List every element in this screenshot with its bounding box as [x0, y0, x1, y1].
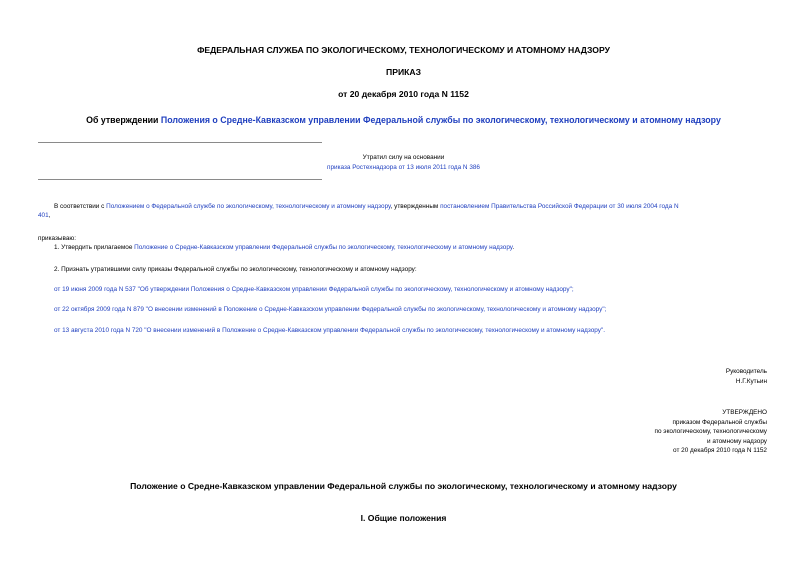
annex-title: Положение о Средне-Кавказском управлении Федеральной службы по экологическому, технологическому и атомному надзору	[130, 481, 677, 491]
order-word: приказываю:	[38, 235, 76, 242]
doc-date-number: от 20 декабря 2010 года N 1152	[338, 89, 469, 99]
signature-position: Руководитель	[725, 368, 767, 375]
doc-type-heading: ПРИКАЗ	[386, 67, 421, 77]
status-line: Утратил силу на основании	[362, 154, 445, 161]
section-heading: I. Общие положения	[360, 513, 447, 523]
preamble-line-2	[38, 212, 50, 220]
approval-block	[655, 408, 767, 456]
preamble-line-1	[54, 203, 768, 211]
approval-line-4: и атомному надзору	[707, 437, 767, 445]
approval-line-3: по экологическому, технологическому	[654, 428, 767, 436]
item-1-end: .	[512, 244, 515, 251]
item-1-link[interactable]: Положение о Средне-Кавказском управлении Федеральной службы по экологическому, технологическому и атомному надзору	[134, 244, 513, 251]
status-link[interactable]: приказа Ростехнадзора от 13 июля 2011 года N 386	[327, 164, 480, 171]
agency-heading: ФЕДЕРАЛЬНАЯ СЛУЖБА ПО ЭКОЛОГИЧЕСКОМУ, ТЕХНОЛОГИЧЕСКОМУ И АТОМНОМУ НАДЗОРУ	[197, 45, 610, 55]
status-rule-top	[38, 142, 322, 143]
approval-line-2: приказом Федеральной службы	[672, 418, 767, 426]
signature-block	[726, 367, 767, 386]
repealed-order-3[interactable]: от 13 августа 2010 года N 720 "О внесении изменений в Положение о Средне-Кавказском управлении Федеральной службы по экологическому, технологическому и атомному надзору".	[54, 327, 605, 334]
doc-title	[0, 115, 807, 125]
repealed-order-1[interactable]: от 19 июня 2009 года N 537 "Об утверждении Положения о Средне-Кавказском управлении Федеральной службы по экологическому, технологическому и атомному надзору";	[54, 286, 574, 293]
item-2: 2. Признать утратившими силу приказы Федеральной службы по экологическому, технологическому и атомному надзору:	[54, 266, 417, 273]
approval-line-5: от 20 декабря 2010 года N 1152	[673, 447, 767, 455]
doc-title-prefix: Об утверждении	[86, 115, 161, 125]
preamble-link-regulation[interactable]: Положением о Федеральной службе по экологическому, технологическому и атомному надзору	[106, 203, 391, 210]
preamble-link-decree-cont[interactable]: 401	[38, 212, 49, 219]
status-rule-bottom	[38, 179, 322, 180]
item-1-prefix: 1. Утвердить прилагаемое	[54, 244, 135, 251]
signature-name: Н.Г.Кутьин	[735, 377, 767, 385]
repealed-order-2[interactable]: от 22 октября 2009 года N 879 "О внесении изменений в Положение о Средне-Кавказском управлении Федеральной службы по экологическому, технологическому и атомному надзору";	[54, 306, 607, 313]
preamble-prefix: В соответствии с	[54, 203, 107, 210]
approval-line-1: УТВЕРЖДЕНО	[722, 409, 767, 416]
preamble-link-decree[interactable]: постановлением Правительства Российской Федерации от 30 июля 2004 года N	[440, 203, 679, 210]
item-1	[54, 244, 514, 252]
preamble-mid: , утвержденным	[390, 203, 441, 210]
doc-title-link[interactable]: Положения о Средне-Кавказском управлении Федеральной службы по экологическому, технологическому и атомному надзору	[160, 115, 721, 125]
preamble-end: ,	[48, 212, 51, 219]
